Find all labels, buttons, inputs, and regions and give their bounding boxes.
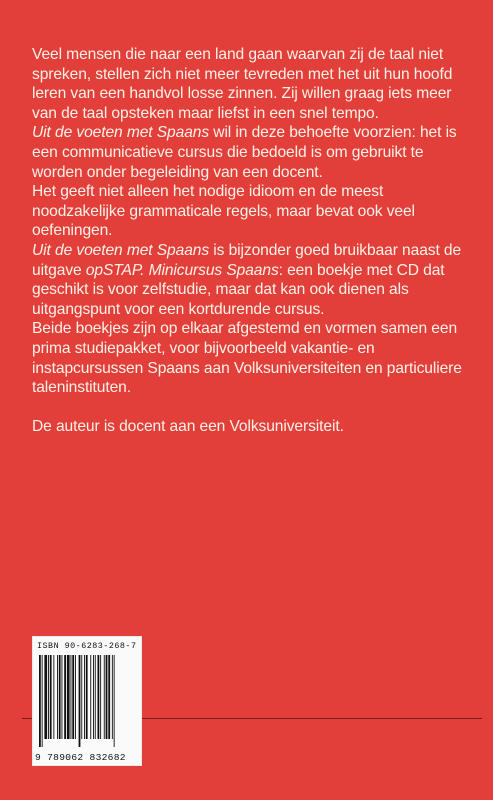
blurb-paragraph-content: Het geeft niet alleen het nodige idioom en de meest noodzakelijke grammaticale regels, maar bevat ook veel oefeningen.	[32, 183, 415, 240]
book-title-reference: Uit de voeten met Spaans	[32, 124, 210, 142]
barcode-icon	[39, 655, 137, 747]
ean-digits: 9 789062 832682	[35, 752, 126, 763]
isbn-label: ISBN 90-6283-268-7	[37, 641, 137, 651]
blurb-paragraph-intro: Veel mensen die naar een land gaan waarvan zij de taal niet spreken, stellen zich niet meer tevreden met het uit hun hoofd leren van een handvol losse zinnen. Zij willen graag iets meer van de taal opsteken maar liefst in een snel tempo.	[32, 46, 453, 122]
barcode-block	[32, 636, 142, 766]
author-note: De auteur is docent aan een Volksuniversiteit.	[32, 418, 344, 436]
book-title-reference: Uit de voeten met Spaans	[32, 241, 210, 259]
blurb-paragraph-purpose: Uit de voeten met Spaans wil in deze behoefte voorzien: het is een communicatieve cursus die bedoeld is om gebruikt te worden onder begeleiding van een docent.	[32, 124, 457, 181]
blurb-text	[32, 45, 472, 437]
blurb-paragraph-companion: Uit de voeten met Spaans is bijzonder goed bruikbaar naast de uitgave opSTAP. Minicursus Spaans: een boekje met CD dat geschikt is voor zelfstudie, maar dat kan ook dienen als uitgangspunt voor een kortdurende cursus.	[32, 241, 462, 318]
companion-title-reference: opSTAP. Minicursus Spaans	[85, 261, 279, 279]
blurb-paragraph-package: Beide boekjes zijn op elkaar afgestemd en vormen samen een prima studiepakket, voor bijvoorbeeld vakantie- en instapcursussen Spaans aan Volksuniversiteiten en particuliere taleninstituten.	[32, 320, 462, 397]
